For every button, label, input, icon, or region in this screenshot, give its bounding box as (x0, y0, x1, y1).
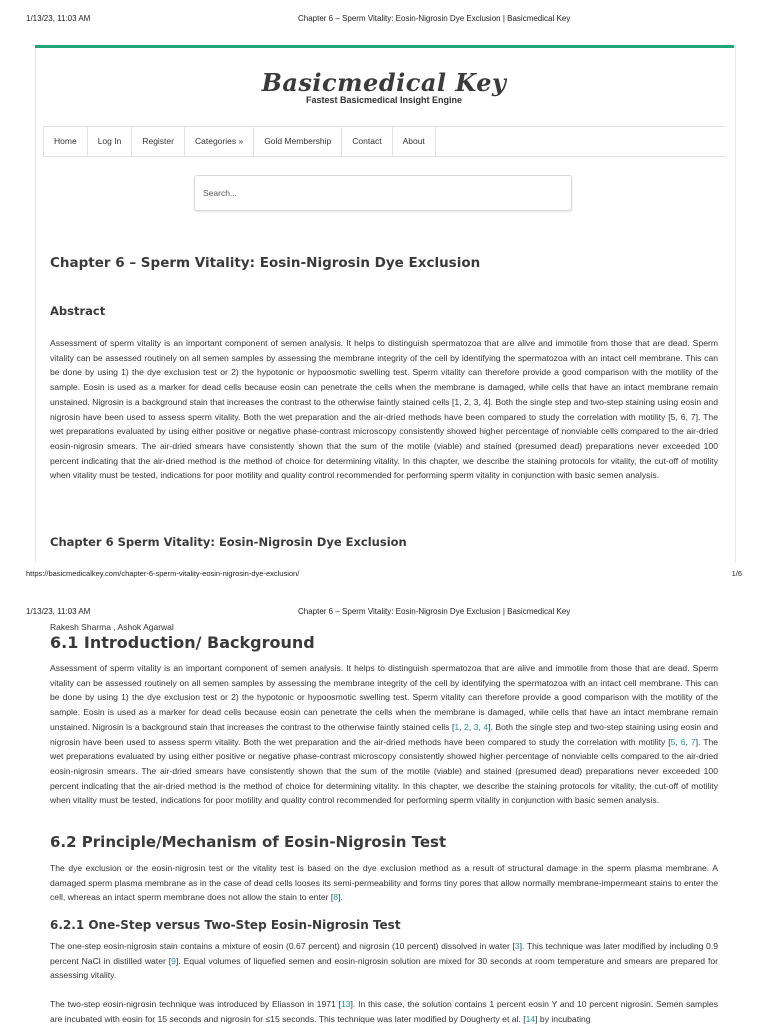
nav-item-contact[interactable]: Contact (342, 127, 392, 156)
accent-top-bar (35, 45, 734, 48)
ref-link[interactable]: 4 (483, 721, 489, 732)
print-header (0, 14, 768, 28)
subsection-heading: 6.2.1 One-Step versus Two-Step Eosin-Nigrosin Test (50, 918, 401, 932)
print-doc-title: Chapter 6 – Sperm Vitality: Eosin-Nigrosin Dye Exclusion | Basicmedical Key (298, 14, 571, 23)
print-datetime: 1/13/23, 11:03 AM (26, 14, 91, 23)
site-logo[interactable]: Basicmedical Key (261, 68, 507, 97)
ref-link[interactable]: 9 (171, 955, 176, 966)
authors: Rakesh Sharma , Ashok Agarwal (50, 622, 174, 632)
nav-item-about[interactable]: About (393, 127, 436, 156)
section-text: The dye exclusion or the eosin-nigrosin test or the vitality test is based on the dye exclusion method as a result of structural damage in the sperm plasma membrane. A damaged sperm plasma membrane as in the case of dead cells looses its semi-permeability and forms tiny pores that allow normally membrane-impermeant stains to enter the cell, whereas an intact sperm membrane does not allow the stain to enter [8]. (50, 863, 718, 903)
nav-item-login[interactable]: Log In (88, 127, 133, 156)
subsection-text: The two-step eosin-nigrosin technique was introduced by Eliasson in 1971 [13]. In this case, the solution contains 1 percent eosin Y and 10 percent nigrosin. Semen samples are incubated with eosin for 15 seconds and nigrosin for ≤15 seconds. This technique was later modified by Dougherty et al. [14] by incubating (50, 999, 718, 1024)
nav-item-home[interactable]: Home (43, 127, 88, 156)
ref-link[interactable]: 1 (454, 721, 460, 732)
print-page-number: 1/6 (731, 569, 742, 578)
site-tagline: Fastest Basicmedical Insight Engine (305, 95, 463, 105)
print-url: https://basicmedicalkey.com/chapter-6-sperm-vitality-eosin-nigrosin-dye-exclusion/ (26, 569, 300, 578)
print-datetime: 1/13/23, 11:03 AM (26, 607, 91, 616)
main-nav (43, 126, 726, 157)
ref-link[interactable]: 2 (464, 721, 469, 732)
ref-link[interactable]: 13 (340, 999, 351, 1009)
section-heading: 6.1 Introduction/ Background (50, 633, 315, 652)
section-text: Assessment of sperm vitality is an important component of semen analysis. It helps to distinguish spermatozoa that are alive and immotile from those that are dead. Sperm vitality can be assessed routinely on all semen samples by assessing the membrane integrity of the cell by identifying the spermatozoa with an intact cell membrane. This can be done by using 1) the dye exclusion test or 2) the hypotonic or hypoosmotic swelling test. Sperm vitality can therefore provide a good comparison with the motility of the sample. Eosin is used as a marker for dead cells because eosin can penetrate the cells when the membrane is damaged, while cells that have an intact membrane remain unstained. Nigrosin is a background stain that increases the contrast to the otherwise faintly stained cells [1, 2, 3, 4]. Both the single step and two-step staining using eosin and nigrosin have been used to assess sperm vitality. Both the wet preparation and the air-dried methods have been compared to study the correlation with motility [5, 6, 7]. The wet preparations evaluated by using either positive or negative phase-contrast microscopy consistently showed higher percentage of nonviable cells compared to the air-dried eosin-nigrosin smears. The air-dried smears have consistently shown that the sum of the motile (viable) and stained (presumed dead) preparations never exceeded 100 percent indicating that the air-dried method is the method of choice for determining vitality. In this chapter, we describe the staining protocols for vitality, the cut-off of motility when vitality must be tested, indications for poor motility and quality control recommended for performing sperm vitality in conjunction with basic semen analysis. (50, 663, 719, 806)
print-doc-title: Chapter 6 – Sperm Vitality: Eosin-Nigrosin Dye Exclusion | Basicmedical Key (298, 607, 571, 616)
nav-item-gold-membership[interactable]: Gold Membership (254, 127, 342, 156)
print-header-page2 (0, 607, 768, 621)
nav-item-register[interactable]: Register (132, 127, 185, 156)
ref-link[interactable]: 8 (333, 892, 339, 903)
section-heading: 6.2 Principle/Mechanism of Eosin-Nigrosin Test (50, 833, 447, 851)
subsection-text: The one-step eosin-nigrosin stain contains a mixture of eosin (0.67 percent) and nigrosin (10 percent) dissolved in water [3]. This technique was later modified by including 0.9 percent NaCl in distilled water [9]. Equal volumes of liquefied semen and eosin-nigrosin solution are mixed for 30 seconds at room temperature and smears are prepared for assessing vitality. (50, 941, 718, 981)
ref-link[interactable]: 3 (514, 941, 520, 951)
ref-link[interactable]: 7 (690, 736, 696, 747)
ref-link[interactable]: 14 (525, 1013, 536, 1024)
abstract-heading: Abstract (50, 304, 106, 318)
page-title: Chapter 6 – Sperm Vitality: Eosin-Nigrosin Dye Exclusion (50, 255, 481, 271)
ref-link[interactable]: 6 (680, 736, 686, 747)
ref-link[interactable]: 5 (670, 736, 676, 747)
ref-link[interactable]: 3 (473, 721, 479, 732)
abstract-text: Assessment of sperm vitality is an important component of semen analysis. It helps to distinguish spermatozoa that are alive and immotile from those that are dead. Sperm vitality can be assessed routinely on all semen samples by assessing the membrane integrity of the cell by identifying the spermatozoa with an intact cell membrane. This can be done by using 1) the dye exclusion test or 2) the hypotonic or hypoosmotic swelling test. Sperm vitality can therefore provide a good comparison with the motility of the sample. Eosin is used as a marker for dead cells because eosin can penetrate the cells when the membrane is damaged, while cells that have an intact membrane remain unstained. Nigrosin is a background stain that increases the contrast to the otherwise faintly stained cells [1, 2, 3, 4]. Both the single step and two-step staining using eosin and nigrosin have been used to assess sperm vitality. Both the wet preparation and the air-dried methods have been compared to study the correlation with motility [5, 6, 7]. The wet preparations evaluated by using either positive or negative phase-contrast microscopy consistently showed higher percentage of nonviable cells compared to the air-dried eosin-nigrosin smears. The air-dried smears have consistently shown that the sum of the motile (viable) and stained (presumed dead) preparations never exceeded 100 percent indicating that the air-dried method is the method of choice for determining vitality. In this chapter, we describe the staining protocols for vitality, the cut-off of motility when vitality must be tested, indications for poor motility and quality control recommended for performing sperm vitality in conjunction with basic semen analysis. (50, 338, 718, 481)
search-input[interactable]: Search... (194, 175, 572, 211)
page-frame (35, 45, 736, 563)
nav-item-categories[interactable]: Categories » (185, 127, 254, 156)
chapter-subtitle: Chapter 6 Sperm Vitality: Eosin-Nigrosin Dye Exclusion (50, 535, 407, 549)
